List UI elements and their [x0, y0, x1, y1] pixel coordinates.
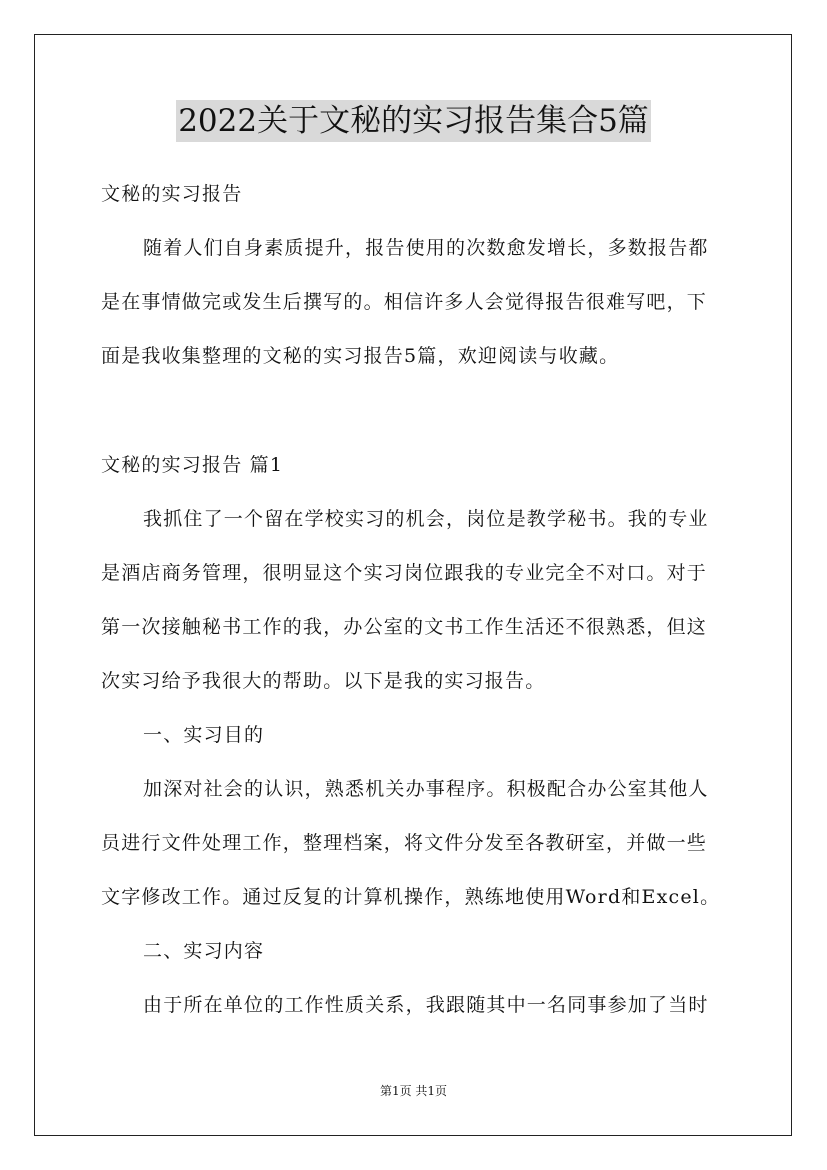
paragraph-line: 加深对社会的认识，熟悉机关办事程序。积极配合办公室其他人: [143, 778, 709, 800]
paragraph-line: 面是我收集整理的文秘的实习报告5篇，欢迎阅读与收藏。: [101, 345, 620, 367]
title-container: [0, 100, 827, 142]
paragraph-line: 我抓住了一个留在学校实习的机会，岗位是教学秘书。我的专业: [143, 508, 709, 530]
section-heading: 文秘的实习报告: [101, 183, 243, 205]
page-footer: 第1页 共1页: [379, 1084, 448, 1098]
subsection-heading: 一、实习目的: [143, 724, 265, 746]
paragraph-line: 第一次接触秘书工作的我，办公室的文书工作生活还不很熟悉，但这: [101, 616, 708, 638]
document-title: 2022关于文秘的实习报告集合5篇: [176, 100, 651, 142]
paragraph-line: 是酒店商务管理，很明显这个实习岗位跟我的专业完全不对口。对于: [101, 562, 708, 584]
paragraph-line: 由于所在单位的工作性质关系，我跟随其中一名同事参加了当时: [143, 994, 709, 1016]
paragraph-line: 员进行文件处理工作，整理档案，将文件分发至各教研室，并做一些: [101, 832, 708, 854]
paragraph-line: 文字修改工作。通过反复的计算机操作，熟练地使用Word和Excel。: [101, 886, 721, 908]
section-heading: 文秘的实习报告 篇1: [101, 454, 284, 476]
paragraph-line: 是在事情做完或发生后撰写的。相信许多人会觉得报告很难写吧，下: [101, 291, 708, 313]
subsection-heading: 二、实习内容: [143, 940, 265, 962]
paragraph-line: 随着人们自身素质提升，报告使用的次数愈发增长，多数报告都: [143, 237, 709, 259]
paragraph-line: 次实习给予我很大的帮助。以下是我的实习报告。: [101, 670, 546, 692]
